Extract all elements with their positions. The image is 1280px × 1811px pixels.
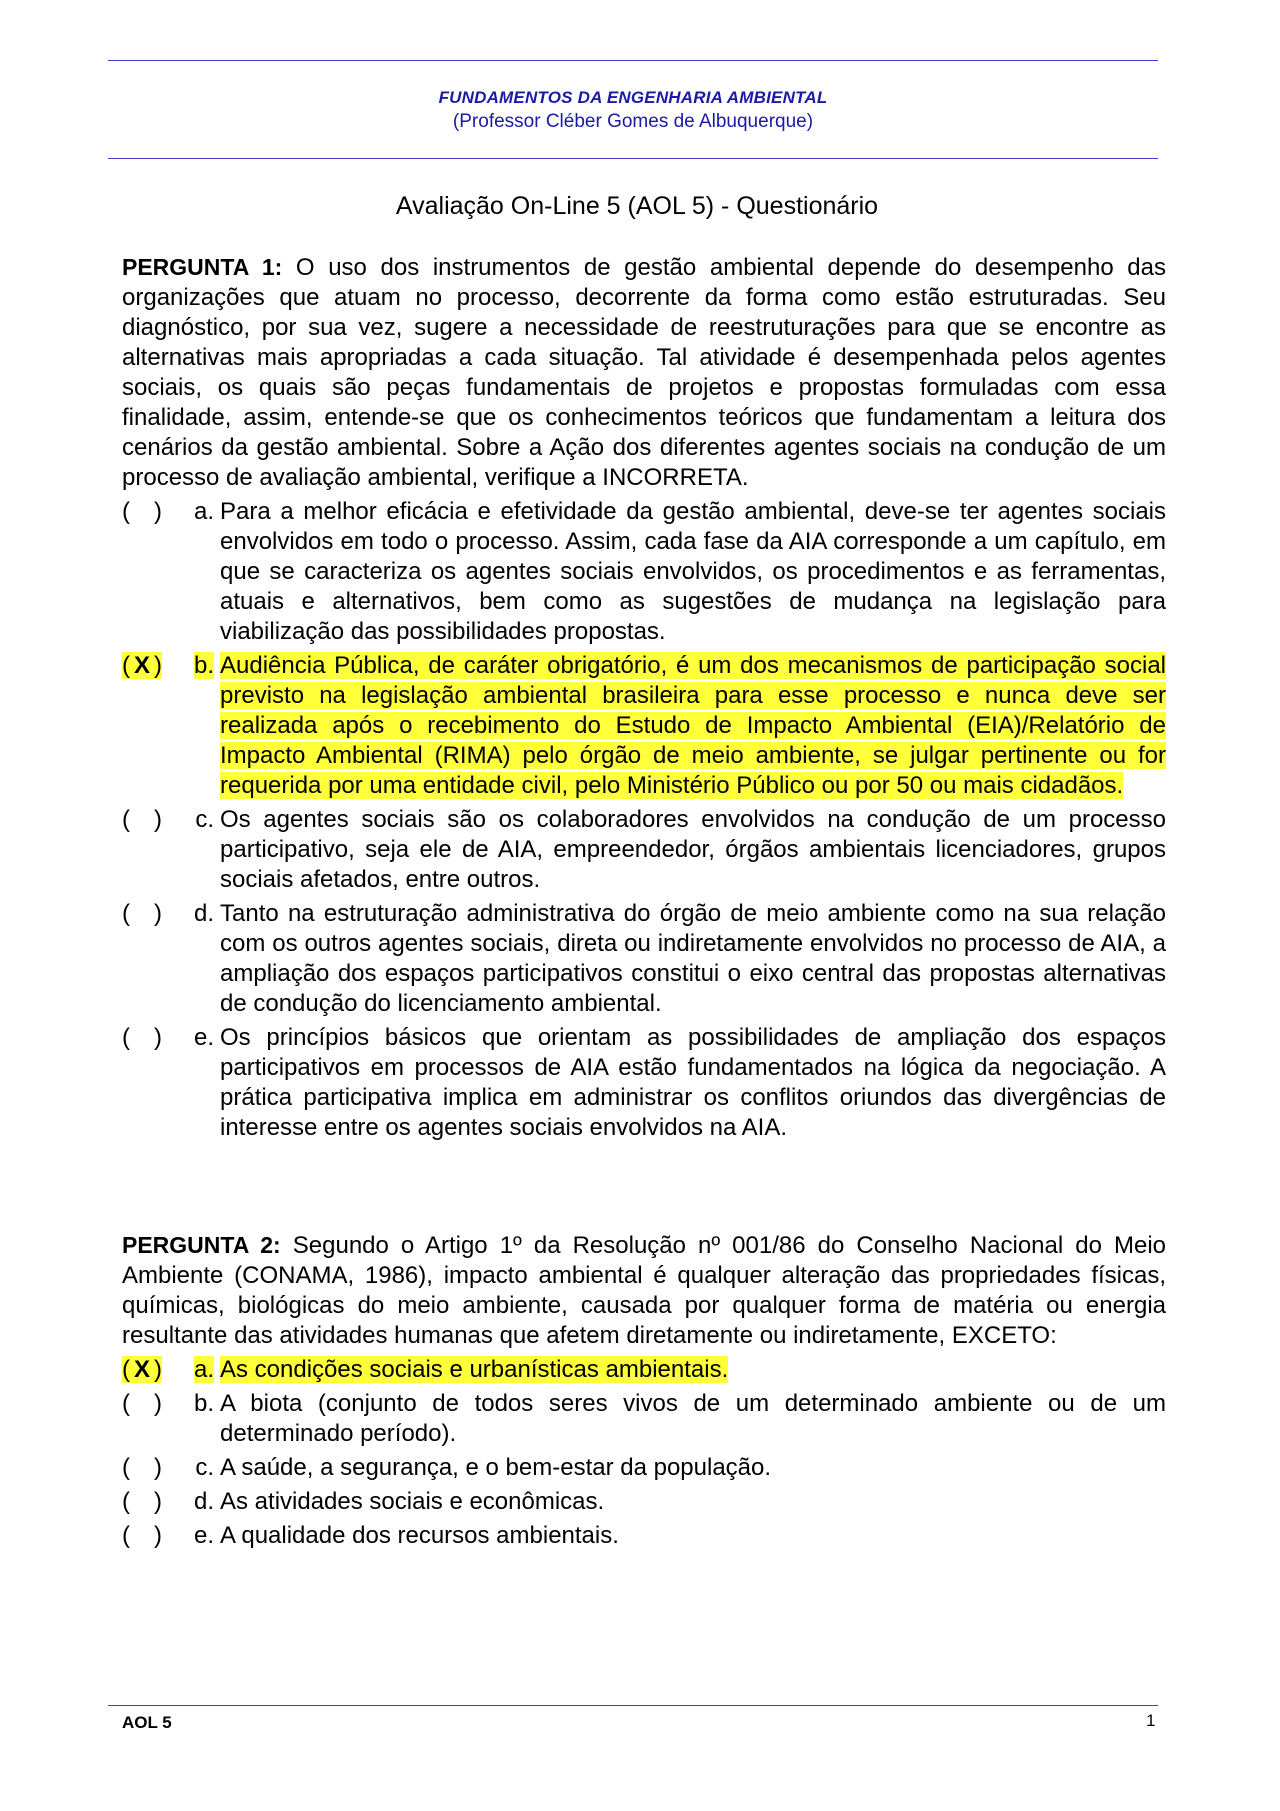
professor-subtitle: (Professor Cléber Gomes de Albuquerque) (452, 111, 814, 132)
question-2-options (122, 1355, 1166, 1551)
q1-option-b-text (220, 651, 1166, 801)
q1-option-d-letter: d. (193, 900, 214, 927)
question-1-options (122, 497, 1166, 1143)
q2-option-a[interactable] (122, 1355, 1166, 1385)
q1-option-d[interactable] (122, 899, 1166, 1019)
q2-option-b-letter: b. (193, 1390, 214, 1417)
selected-x-mark: X (133, 652, 150, 679)
question-1 (122, 252, 1166, 1147)
selected-x-mark: X (133, 1356, 150, 1383)
q2-option-c-text: A saúde, a segurança, e o bem-estar da população. (220, 1454, 772, 1481)
header-top-rule (108, 60, 1158, 61)
q1-option-c-text: Os agentes sociais são os colaboradores envolvidos na condução de um processo participativo, seja ele de AIA, empreendedor, órgãos ambientais licenciadores, grupos sociais afetados, entre outros. (220, 806, 1166, 893)
footer-rule (108, 1705, 1158, 1706)
q2-option-a-letter: a. (193, 1356, 214, 1383)
q1-option-e-text: Os princípios básicos que orientam as possibilidades de ampliação dos espaços participativos em processos de AIA estão fundamentados na lógica da negociação. A prática participativa implica em administrar os conflitos oriundos das divergências de interesse entre os agentes sociais envolvidos na AIA. (220, 1024, 1166, 1141)
q2-option-e[interactable] (122, 1521, 1166, 1551)
q1-option-e[interactable] (122, 1023, 1166, 1143)
q1-option-a-mark[interactable]: ( ) (122, 498, 162, 525)
q1-option-e-mark[interactable]: ( ) (122, 1024, 162, 1051)
q2-option-e-letter: e. (193, 1522, 214, 1549)
q2-option-d-letter: d. (193, 1488, 214, 1515)
q1-option-a-letter: a. (193, 498, 214, 525)
highlighted-answer: Audiência Pública, de caráter obrigatório, é um dos mecanismos de participação social previsto na legislação ambiental brasileira para esse processo e nunca deve ser realizada após o recebimento do Estudo de Impacto Ambiental (EIA)/Relatório de Impacto Ambiental (RIMA) pelo órgão de meio ambiente, se julgar pertinente ou for requerida por uma entidade civil, pelo Ministério Público ou por 50 ou mais cidadãos. (220, 652, 1166, 799)
q2-option-d[interactable] (122, 1487, 1166, 1517)
course-title: FUNDAMENTOS DA ENGENHARIA AMBIENTAL (438, 88, 828, 107)
q1-option-d-text: Tanto na estruturação administrativa do órgão de meio ambiente como na sua relação com os outros agentes sociais, direta ou indiretamente envolvidos no processo de AIA, a ampliação dos espaços participativos constitui o eixo central das propostas alternativas de condução do licenciamento ambiental. (220, 900, 1166, 1017)
q2-option-d-text: As atividades sociais e econômicas. (220, 1488, 605, 1515)
q2-option-d-mark[interactable]: ( ) (122, 1488, 162, 1515)
q2-option-a-text (220, 1355, 1166, 1385)
question-2 (122, 1230, 1166, 1555)
q1-option-d-mark[interactable]: ( ) (122, 900, 162, 927)
q2-option-c-letter: c. (195, 1454, 214, 1481)
page-title: Avaliação On-Line 5 (AOL 5) - Questionário (395, 192, 879, 220)
question-2-label: PERGUNTA 2: (122, 1232, 281, 1258)
q2-option-b-mark[interactable]: ( ) (122, 1390, 162, 1417)
q1-option-c-letter: c. (195, 806, 214, 833)
question-1-text: O uso dos instrumentos de gestão ambiental depende do desempenho das organizações que atuam no processo, decorrente da forma como estão estruturadas. Seu diagnóstico, por sua vez, sugere a necessidade de reestruturações para que se encontre as alternativas mais apropriadas a cada situação. Tal atividade é desempenhada pelos agentes sociais, os quais são peças fundamentais de projetos e propostas formuladas com essa finalidade, assim, entende-se que os conhecimentos teóricos que fundamentam a leitura dos cenários da gestão ambiental. Sobre a Ação dos diferentes agentes sociais na condução de um processo de avaliação ambiental, verifique a INCORRETA. (122, 254, 1166, 491)
question-2-text-block (122, 1230, 1166, 1351)
q1-option-a[interactable] (122, 497, 1166, 647)
q2-option-c-mark[interactable]: ( ) (122, 1454, 162, 1481)
page-number: 1 (1146, 1711, 1156, 1730)
q1-option-a-text: Para a melhor eficácia e efetividade da gestão ambiental, deve-se ter agentes sociais envolvidos em todo o processo. Assim, cada fase da AIA corresponde a um capítulo, em que se caracteriza os agentes sociais envolvidos, os procedimentos e as ferramentas, atuais e alternativos, bem como as sugestões de mudança na legislação para viabilização das possibilidades propostas. (220, 498, 1166, 645)
q2-option-b[interactable] (122, 1389, 1166, 1449)
q2-option-b-text: A biota (conjunto de todos seres vivos de um determinado ambiente ou de um determinado período). (220, 1390, 1166, 1447)
question-1-label: PERGUNTA 1: (122, 254, 283, 280)
q2-option-e-text: A qualidade dos recursos ambientais. (220, 1522, 619, 1549)
question-2-text: Segundo o Artigo 1º da Resolução nº 001/86 do Conselho Nacional do Meio Ambiente (CONAMA, 1986), impacto ambiental é qualquer alteração das propriedades físicas, químicas, biológicas do meio ambiente, causada por qualquer forma de matéria ou energia resultante das atividades humanas que afetem diretamente ou indiretamente, EXCETO: (122, 1232, 1166, 1349)
highlighted-answer: As condições sociais e urbanísticas ambientais. (220, 1356, 729, 1383)
q2-option-c[interactable] (122, 1453, 1166, 1483)
q1-option-b[interactable] (122, 651, 1166, 801)
header-bottom-rule (108, 158, 1158, 159)
q2-option-a-mark[interactable]: ( X ) (122, 1356, 162, 1383)
q1-option-b-mark[interactable]: ( X ) (122, 652, 162, 679)
q2-option-e-mark[interactable]: ( ) (122, 1522, 162, 1549)
question-1-text-block (122, 252, 1166, 493)
q1-option-b-letter: b. (193, 652, 214, 679)
footer-label: AOL 5 (122, 1713, 172, 1732)
q1-option-e-letter: e. (193, 1024, 214, 1051)
q1-option-c[interactable] (122, 805, 1166, 895)
q1-option-c-mark[interactable]: ( ) (122, 806, 162, 833)
